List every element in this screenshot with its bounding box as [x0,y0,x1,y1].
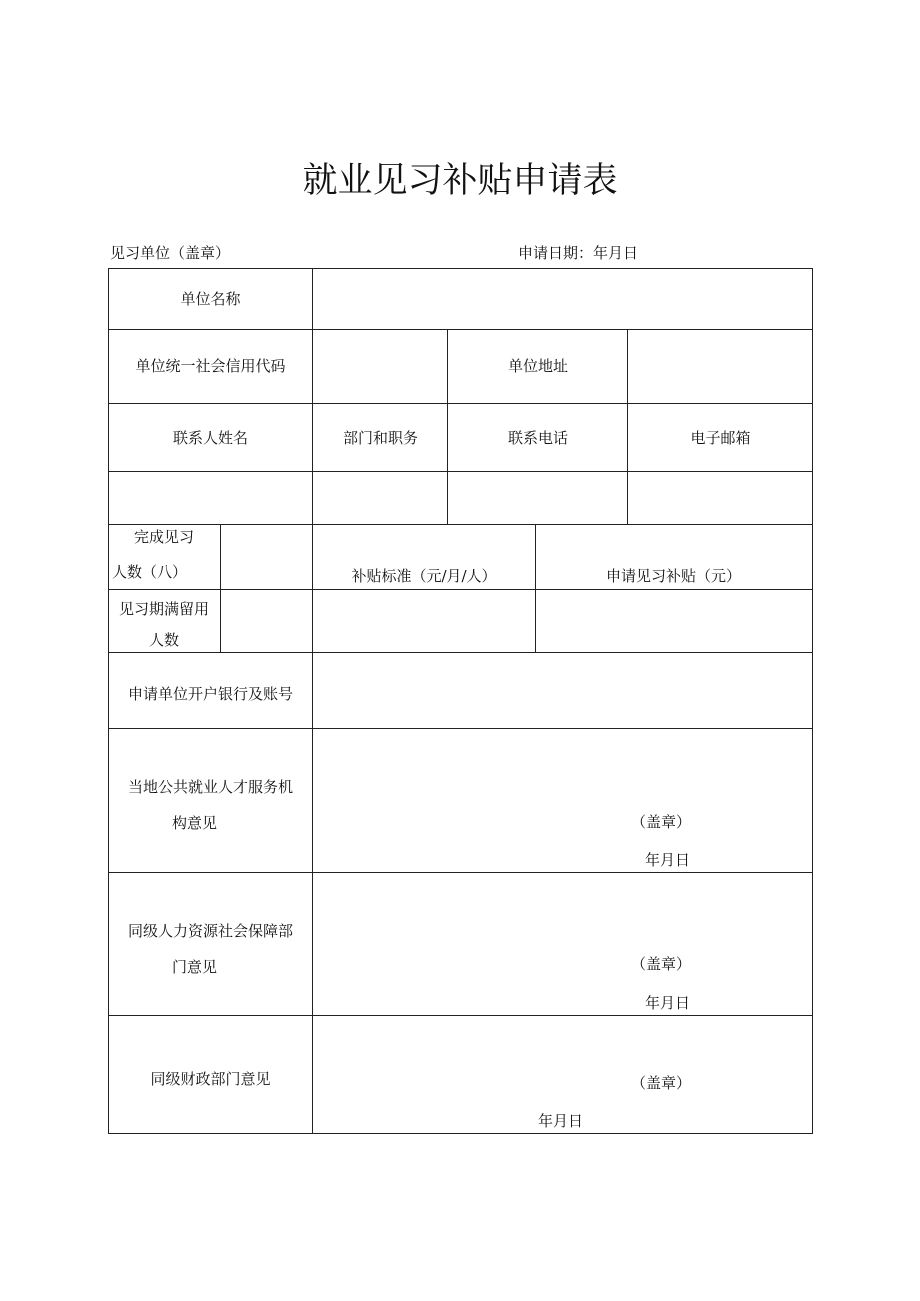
credit-code-field[interactable] [313,330,447,403]
completed-count-field[interactable] [221,525,312,589]
address-field[interactable] [628,330,812,403]
opinion-hrss-label-line1: 同级人力资源社会保障部 [127,922,293,940]
opinion-finance-seal: （盖章） [631,1074,692,1092]
contact-name-label: 联系人姓名 [172,429,248,447]
address-label: 单位地址 [507,357,568,375]
subsidy-apply-label: 申请见习补贴（元） [605,567,741,585]
opinion-hrss-date: 年月日 [645,994,691,1012]
subsidy-apply-field[interactable] [536,590,812,652]
phone-label: 联系电话 [507,429,568,447]
row-divider [108,872,813,873]
bank-account-field[interactable] [313,653,812,728]
header-unit-seal: 见习单位（盖章） [110,244,231,262]
opinion-employment-label-line1: 当地公共就业人才服务机 [127,778,293,796]
row-divider [108,403,813,404]
retained-count-label-line1: 见习期满留用 [118,600,209,618]
row-divider [108,1015,813,1016]
opinion-employment-label-line2: 构意见 [172,814,218,832]
contact-name-field[interactable] [109,472,312,524]
department-field[interactable] [313,472,447,524]
unit-name-label: 单位名称 [180,290,241,308]
table-border-bottom [108,1133,813,1134]
opinion-finance-date: 年月日 [538,1112,584,1130]
table-border-right [812,268,813,1134]
header-apply-date: 申请日期：年月日 [518,244,639,262]
opinion-hrss-seal: （盖章） [631,955,692,973]
bank-account-label: 申请单位开户银行及账号 [127,685,293,703]
department-label: 部门和职务 [342,429,418,447]
opinion-employment-seal: （盖章） [631,813,692,831]
subsidy-standard-field[interactable] [313,590,535,652]
unit-name-field[interactable] [313,269,812,329]
retained-count-label-line2: 人数 [148,631,179,649]
email-field[interactable] [628,472,812,524]
row-divider [108,524,813,525]
opinion-employment-date: 年月日 [645,851,691,869]
completed-count-label-line2: 人数（八） [112,563,188,581]
subsidy-standard-label: 补贴标准（元/月/人） [351,567,497,585]
page-title: 就业见习补贴申请表 [302,161,618,201]
email-label: 电子邮箱 [690,429,751,447]
opinion-finance-label: 同级财政部门意见 [150,1070,271,1088]
opinion-hrss-label-line2: 门意见 [172,958,218,976]
row-divider [108,728,813,729]
phone-field[interactable] [448,472,627,524]
completed-count-label-line1: 完成见习 [133,528,194,546]
credit-code-label: 单位统一社会信用代码 [135,357,286,375]
retained-count-field[interactable] [221,590,312,652]
